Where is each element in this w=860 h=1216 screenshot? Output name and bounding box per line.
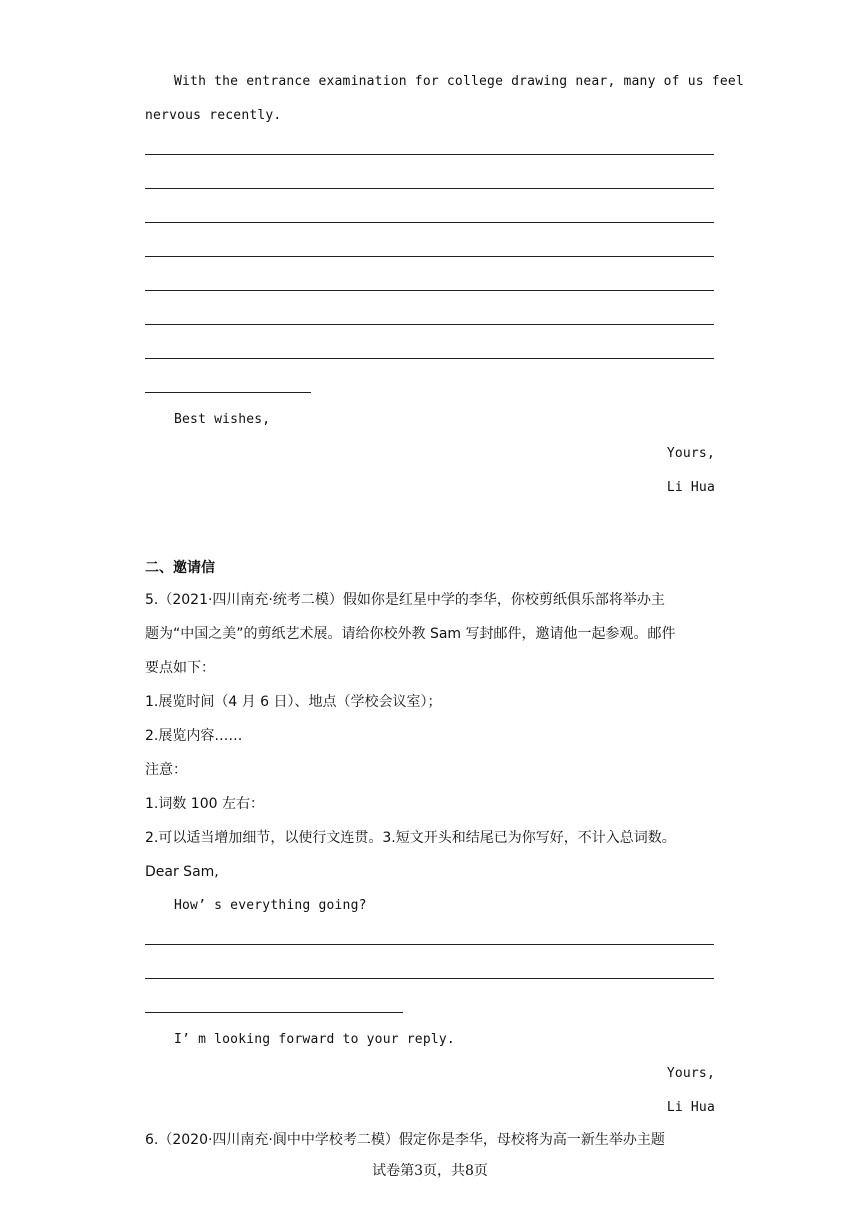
question-5-signature: Li Hua (666, 1100, 715, 1115)
answer-line (145, 154, 714, 155)
answer-line (145, 358, 714, 359)
question-5-note-1: 1.词数 100 左右： (145, 796, 264, 812)
question-5-prompt-line-2: 题为“中国之美”的剪纸艺术展。请给你校外教 Sam 写封邮件，邀请他一起参观。邮件 (145, 626, 676, 642)
essay-opening-line-2: nervous recently. (145, 108, 282, 123)
answer-line (145, 222, 714, 223)
answer-line (145, 944, 714, 945)
essay-signature: Li Hua (666, 480, 715, 495)
answer-line-short (145, 1012, 403, 1013)
question-5-point-1: 1.展览时间（4 月 6 日）、地点（学校会议室）； (145, 694, 442, 710)
question-5-prompt-line-1: 5.（2021·四川南充·统考二模）假如你是红星中学的李华，你校剪纸俱乐部将举办主 (145, 592, 665, 608)
question-5-note-label: 注意： (145, 762, 187, 778)
answer-line (145, 978, 714, 979)
question-5-salutation: Dear Sam, (145, 864, 219, 880)
question-5-note-2: 2.可以适当增加细节，以使行文连贯。3.短文开头和结尾已为你写好，不计入总词数。 (145, 830, 676, 846)
section-heading: 二、邀请信 (145, 560, 215, 576)
question-5-sign-off: Yours, (666, 1066, 715, 1081)
essay-opening-line-1: With the entrance examination for college drawing near, many of us feel (174, 74, 744, 89)
essay-closing: Best wishes, (174, 412, 271, 427)
answer-line (145, 324, 714, 325)
question-6-prompt-line-1: 6.（2020·四川南充·阆中中学校考二模）假定你是李华，母校将为高一新生举办主题 (145, 1132, 665, 1148)
essay-sign-off: Yours, (666, 446, 715, 461)
answer-line (145, 290, 714, 291)
answer-line-short (145, 392, 311, 393)
question-5-closing: I’ m looking forward to your reply. (174, 1032, 455, 1047)
page-footer: 试卷第3页，共8页 (372, 1163, 488, 1179)
question-5-point-2: 2.展览内容…… (145, 728, 243, 744)
question-5-prompt-line-3: 要点如下： (145, 660, 215, 676)
question-5-opening: How’ s everything going? (174, 898, 367, 913)
answer-line (145, 188, 714, 189)
answer-line (145, 256, 714, 257)
